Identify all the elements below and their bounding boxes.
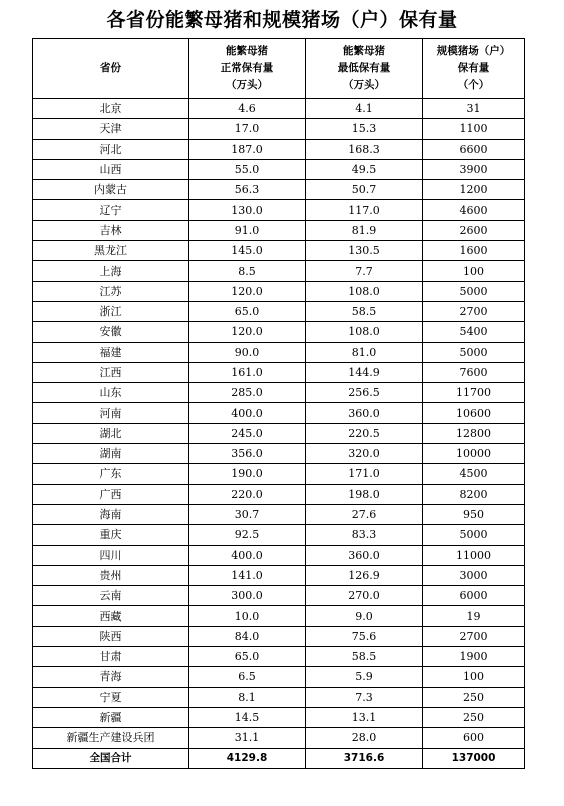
table-row (33, 99, 525, 119)
total-cell-normal-stock: 4129.8 (189, 748, 306, 768)
cell-minimum-stock: 27.6 (306, 504, 423, 524)
cell-farm-count: 1900 (423, 647, 525, 667)
cell-farm-count: 10600 (423, 403, 525, 423)
cell-province: 湖北 (33, 423, 189, 443)
cell-normal-stock: 84.0 (189, 626, 306, 646)
cell-province: 安徽 (33, 322, 189, 342)
table-row (33, 301, 525, 321)
table-row (33, 728, 525, 748)
cell-minimum-stock: 58.5 (306, 647, 423, 667)
cell-farm-count: 5000 (423, 342, 525, 362)
cell-minimum-stock: 144.9 (306, 362, 423, 382)
cell-normal-stock: 141.0 (189, 565, 306, 585)
cell-normal-stock: 65.0 (189, 647, 306, 667)
table-row (33, 403, 525, 423)
cell-minimum-stock: 360.0 (306, 545, 423, 565)
cell-province: 山西 (33, 159, 189, 179)
cell-minimum-stock: 13.1 (306, 707, 423, 727)
cell-minimum-stock: 7.7 (306, 261, 423, 281)
cell-farm-count: 1100 (423, 119, 525, 139)
table-row (33, 667, 525, 687)
cell-farm-count: 12800 (423, 423, 525, 443)
cell-minimum-stock: 28.0 (306, 728, 423, 748)
cell-normal-stock: 14.5 (189, 707, 306, 727)
cell-farm-count: 11000 (423, 545, 525, 565)
table-body (33, 99, 525, 769)
cell-province: 吉林 (33, 220, 189, 240)
cell-normal-stock: 30.7 (189, 504, 306, 524)
table-row (33, 139, 525, 159)
cell-minimum-stock: 360.0 (306, 403, 423, 423)
cell-province: 广东 (33, 464, 189, 484)
cell-normal-stock: 65.0 (189, 301, 306, 321)
cell-province: 湖南 (33, 444, 189, 464)
data-table (32, 38, 525, 769)
cell-farm-count: 5400 (423, 322, 525, 342)
table-row (33, 383, 525, 403)
table-row (33, 281, 525, 301)
table-row (33, 362, 525, 382)
table-header-row (33, 39, 525, 99)
table-row (33, 484, 525, 504)
cell-farm-count: 600 (423, 728, 525, 748)
cell-province: 河南 (33, 403, 189, 423)
document-title: 各省份能繁母猪和规模猪场（户）保有量 (106, 9, 458, 31)
cell-farm-count: 10000 (423, 444, 525, 464)
cell-minimum-stock: 4.1 (306, 99, 423, 119)
table-row (33, 342, 525, 362)
table-row (33, 261, 525, 281)
cell-province: 福建 (33, 342, 189, 362)
cell-minimum-stock: 81.9 (306, 220, 423, 240)
cell-normal-stock: 190.0 (189, 464, 306, 484)
header-farm-count: 规模猪场（户） 保有量 （个） (423, 39, 525, 99)
table-row (33, 220, 525, 240)
cell-province: 重庆 (33, 525, 189, 545)
cell-farm-count: 8200 (423, 484, 525, 504)
cell-province: 海南 (33, 504, 189, 524)
cell-minimum-stock: 58.5 (306, 301, 423, 321)
table-row (33, 647, 525, 667)
cell-normal-stock: 6.5 (189, 667, 306, 687)
total-cell-minimum-stock: 3716.6 (306, 748, 423, 768)
cell-normal-stock: 145.0 (189, 241, 306, 261)
cell-normal-stock: 8.1 (189, 687, 306, 707)
cell-normal-stock: 55.0 (189, 159, 306, 179)
cell-farm-count: 1200 (423, 180, 525, 200)
cell-normal-stock: 400.0 (189, 545, 306, 565)
cell-normal-stock: 92.5 (189, 525, 306, 545)
table-row (33, 322, 525, 342)
table-row (33, 565, 525, 585)
table-row (33, 444, 525, 464)
cell-minimum-stock: 198.0 (306, 484, 423, 504)
table-row (33, 159, 525, 179)
table-row (33, 241, 525, 261)
cell-normal-stock: 400.0 (189, 403, 306, 423)
cell-farm-count: 4600 (423, 200, 525, 220)
cell-normal-stock: 187.0 (189, 139, 306, 159)
cell-normal-stock: 300.0 (189, 586, 306, 606)
cell-minimum-stock: 320.0 (306, 444, 423, 464)
cell-normal-stock: 56.3 (189, 180, 306, 200)
cell-minimum-stock: 168.3 (306, 139, 423, 159)
cell-farm-count: 100 (423, 261, 525, 281)
cell-minimum-stock: 117.0 (306, 200, 423, 220)
table-row (33, 180, 525, 200)
cell-farm-count: 950 (423, 504, 525, 524)
table-row (33, 423, 525, 443)
cell-minimum-stock: 9.0 (306, 606, 423, 626)
cell-normal-stock: 91.0 (189, 220, 306, 240)
cell-farm-count: 2700 (423, 626, 525, 646)
cell-farm-count: 2600 (423, 220, 525, 240)
cell-minimum-stock: 171.0 (306, 464, 423, 484)
table-row (33, 606, 525, 626)
cell-province: 河北 (33, 139, 189, 159)
cell-farm-count: 4500 (423, 464, 525, 484)
cell-minimum-stock: 81.0 (306, 342, 423, 362)
cell-normal-stock: 4.6 (189, 99, 306, 119)
cell-province: 浙江 (33, 301, 189, 321)
table-row (33, 626, 525, 646)
cell-minimum-stock: 7.3 (306, 687, 423, 707)
cell-farm-count: 5000 (423, 525, 525, 545)
cell-normal-stock: 31.1 (189, 728, 306, 748)
cell-normal-stock: 8.5 (189, 261, 306, 281)
cell-normal-stock: 120.0 (189, 322, 306, 342)
cell-minimum-stock: 83.3 (306, 525, 423, 545)
cell-farm-count: 6600 (423, 139, 525, 159)
table-row (33, 119, 525, 139)
cell-normal-stock: 10.0 (189, 606, 306, 626)
cell-normal-stock: 161.0 (189, 362, 306, 382)
cell-farm-count: 19 (423, 606, 525, 626)
cell-farm-count: 100 (423, 667, 525, 687)
cell-farm-count: 3900 (423, 159, 525, 179)
cell-province: 甘肃 (33, 647, 189, 667)
cell-farm-count: 5000 (423, 281, 525, 301)
cell-province: 内蒙古 (33, 180, 189, 200)
cell-province: 辽宁 (33, 200, 189, 220)
cell-minimum-stock: 108.0 (306, 281, 423, 301)
cell-normal-stock: 245.0 (189, 423, 306, 443)
cell-province: 黑龙江 (33, 241, 189, 261)
cell-province: 北京 (33, 99, 189, 119)
cell-farm-count: 2700 (423, 301, 525, 321)
cell-minimum-stock: 220.5 (306, 423, 423, 443)
cell-normal-stock: 130.0 (189, 200, 306, 220)
cell-province: 青海 (33, 667, 189, 687)
header-minimum-stock: 能繁母猪 最低保有量 （万头） (306, 39, 423, 99)
table-row (33, 545, 525, 565)
table-total-row (33, 748, 525, 768)
total-cell-farm-count: 137000 (423, 748, 525, 768)
cell-province: 上海 (33, 261, 189, 281)
total-cell-province: 全国合计 (33, 748, 189, 768)
cell-farm-count: 6000 (423, 586, 525, 606)
header-normal-stock: 能繁母猪 正常保有量 （万头） (189, 39, 306, 99)
cell-farm-count: 31 (423, 99, 525, 119)
cell-province: 贵州 (33, 565, 189, 585)
cell-normal-stock: 120.0 (189, 281, 306, 301)
cell-normal-stock: 285.0 (189, 383, 306, 403)
cell-province: 江苏 (33, 281, 189, 301)
cell-minimum-stock: 15.3 (306, 119, 423, 139)
cell-minimum-stock: 130.5 (306, 241, 423, 261)
cell-normal-stock: 220.0 (189, 484, 306, 504)
cell-normal-stock: 90.0 (189, 342, 306, 362)
cell-minimum-stock: 49.5 (306, 159, 423, 179)
cell-province: 广西 (33, 484, 189, 504)
cell-minimum-stock: 108.0 (306, 322, 423, 342)
cell-province: 天津 (33, 119, 189, 139)
cell-province: 云南 (33, 586, 189, 606)
cell-farm-count: 11700 (423, 383, 525, 403)
cell-farm-count: 250 (423, 707, 525, 727)
cell-province: 西藏 (33, 606, 189, 626)
cell-minimum-stock: 5.9 (306, 667, 423, 687)
table-row (33, 504, 525, 524)
header-province: 省份 (33, 39, 189, 99)
table-row (33, 525, 525, 545)
table-row (33, 687, 525, 707)
cell-minimum-stock: 270.0 (306, 586, 423, 606)
cell-farm-count: 7600 (423, 362, 525, 382)
cell-province: 山东 (33, 383, 189, 403)
cell-minimum-stock: 256.5 (306, 383, 423, 403)
cell-province: 陕西 (33, 626, 189, 646)
cell-province: 新疆生产建设兵团 (33, 728, 189, 748)
cell-farm-count: 1600 (423, 241, 525, 261)
cell-minimum-stock: 126.9 (306, 565, 423, 585)
table-row (33, 200, 525, 220)
cell-province: 四川 (33, 545, 189, 565)
cell-province: 江西 (33, 362, 189, 382)
cell-minimum-stock: 75.6 (306, 626, 423, 646)
cell-province: 宁夏 (33, 687, 189, 707)
cell-normal-stock: 356.0 (189, 444, 306, 464)
cell-farm-count: 250 (423, 687, 525, 707)
cell-minimum-stock: 50.7 (306, 180, 423, 200)
cell-farm-count: 3000 (423, 565, 525, 585)
table-row (33, 707, 525, 727)
table-row (33, 586, 525, 606)
table-row (33, 464, 525, 484)
cell-province: 新疆 (33, 707, 189, 727)
cell-normal-stock: 17.0 (189, 119, 306, 139)
